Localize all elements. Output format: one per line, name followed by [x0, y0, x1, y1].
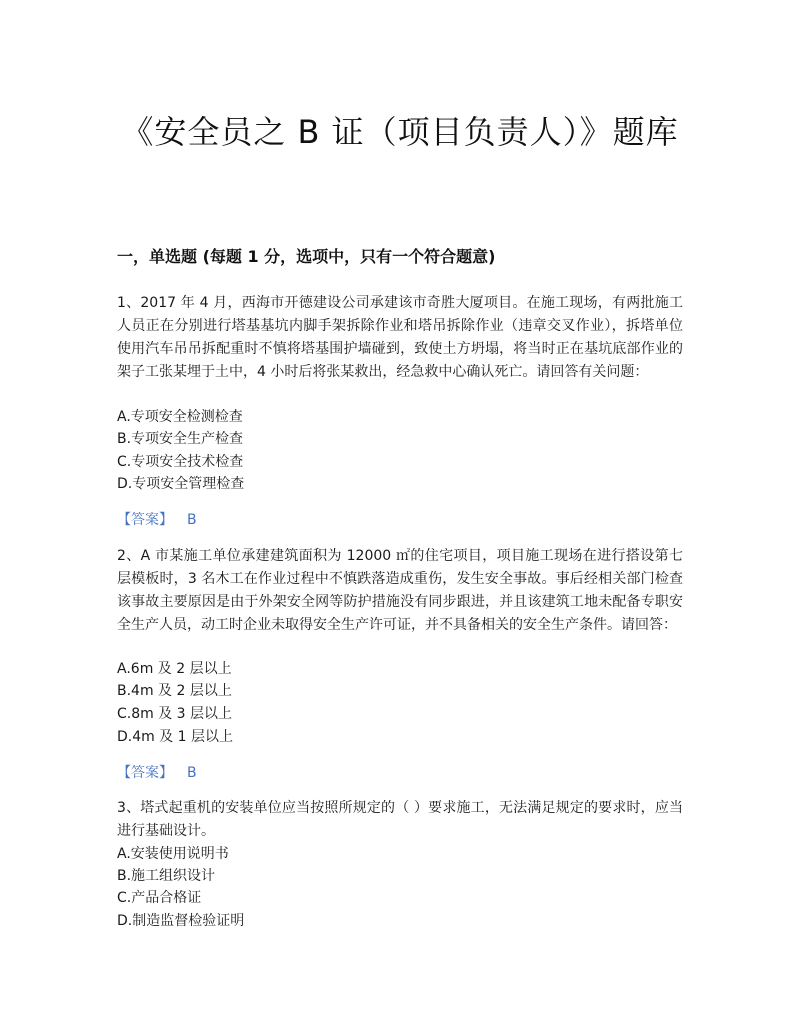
- answer-label: 【答案】: [117, 765, 173, 781]
- question-2-option-c: C.8m 及 3 层以上: [117, 706, 233, 722]
- answer-value: B: [187, 765, 197, 781]
- document-title: 《安全员之 B 证（项目负责人）》题库: [121, 113, 679, 151]
- question-1-option-a: A.专项安全检测检查: [117, 409, 243, 425]
- question-1-option-c: C.专项安全技术检查: [117, 454, 244, 470]
- question-2-option-b: B.4m 及 2 层以上: [117, 683, 232, 699]
- question-3-option-a: A.安装使用说明书: [117, 846, 229, 862]
- question-stem-3: 3、塔式起重机的安装单位应当按照所规定的（ ）要求施工，无法满足规定的要求时，应当进行基础设计。: [117, 800, 683, 839]
- question-3-option-c: C.产品合格证: [117, 890, 202, 906]
- question-2-option-d: D.4m 及 1 层以上: [117, 729, 234, 745]
- section-heading: 一，单选题 (每题 1 分，选项中，只有一个符合题意): [117, 247, 496, 266]
- question-2-option-a: A.6m 及 2 层以上: [117, 661, 232, 677]
- question-stem-1: 1、2017 年 4 月，西海市开德建设公司承建该市奇胜大厦项目。在施工现场，有两批施工人员正在分别进行塔基基坑内脚手架拆除作业和塔吊拆除作业（违章交叉作业），拆塔单位使用汽车吊吊拆配重时不慎将塔基围护墙碰到，致使土方坍塌，将当时正在基坑底部作业的架子工张某埋于土中，4 小时后将张某救出，经急救中心确认死亡。请回答有关问题：: [117, 295, 683, 380]
- question-3-option-d: D.制造监督检验证明: [117, 913, 245, 929]
- question-3-option-b: B.施工组织设计: [117, 868, 216, 884]
- question-1-option-d: D.专项安全管理检查: [117, 476, 245, 492]
- answer-label: 【答案】: [117, 512, 173, 528]
- question-2-answer: [117, 762, 197, 784]
- question-stem-2: 2、A 市某施工单位承建建筑面积为 12000 ㎡的住宅项目，项目施工现场在进行搭设第七层模板时，3 名木工在作业过程中不慎跌落造成重伤，发生安全事故。事后经相关部门检查该事故主要原因是由于外架安全网等防护措施没有同步跟进，并且该建筑工地未配备专职安全生产人员，动工时企业未取得安全生产许可证，并不具备相关的安全生产条件。请回答：: [117, 548, 683, 633]
- question-1-option-b: B.专项安全生产检查: [117, 431, 244, 447]
- question-1-answer: [117, 509, 197, 531]
- answer-value: B: [187, 512, 197, 528]
